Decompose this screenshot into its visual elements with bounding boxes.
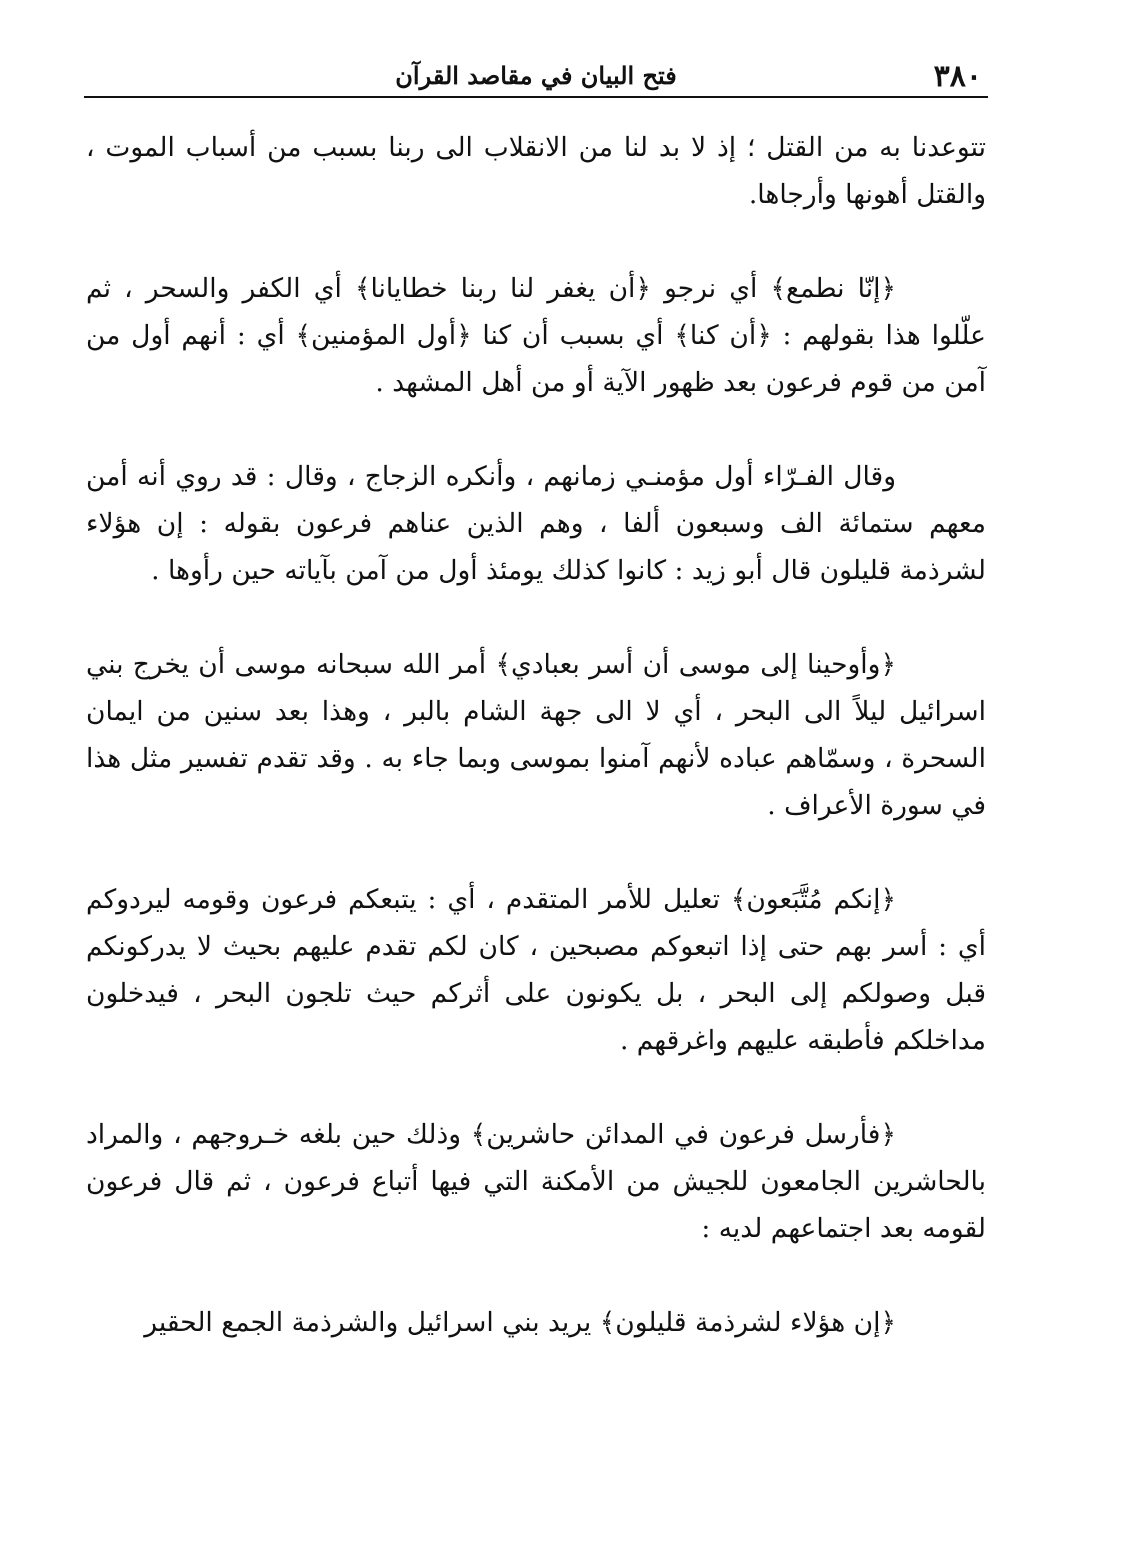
paragraph: وقال الفـرّاء أول مؤمنـي زمانهم ، وأنكره الزجاج ، وقال : قد روي أنه أمن معهم ستمائة الف وسبعون ألفا ، وهم الذين عناهم فرعون بقوله : إن هؤلاء لشرذمة قليلون قال أبو زيد : كانوا كذلك يومئذ أول من آمن بآياته حين رأوها .: [86, 461, 986, 586]
paragraph: ﴿إن هؤلاء لشرذمة قليلون﴾ يريد بني اسرائيل والشرذمة الجمع الحقير: [144, 1307, 896, 1338]
paragraph: تتوعدنا به من القتل ؛ إذ لا بد لنا من الانقلاب الى ربنا بسبب من أسباب الموت ، والقتل أهونها وأرجاها.: [86, 132, 986, 210]
page-number: ٣٨٠: [933, 59, 982, 94]
paragraph: ﴿إنكم مُتَّبَعون﴾ تعليل للأمر المتقدم ، أي : يتبعكم فرعون وقومه ليردوكم أي : أسر بهم حتى إذا اتبعوكم مصبحين ، كان لكم تقدم عليهم بحيث لا يدركونكم قبل وصولكم إلى البحر ، بل يكونون على أثركم حيث تلجون البحر ، فيدخلون مداخلكم فأطبقه عليهم واغرقهم .: [86, 884, 986, 1056]
paragraph: ﴿إنّا نطمع﴾ أي نرجو ﴿أن يغفر لنا ربنا خطايانا﴾ أي الكفر والسحر ، ثم علّلوا هذا بقولهم : ﴿أن كنا﴾ أي بسبب أن كنا ﴿أول المؤمنين﴾ أي : أنهم أول من آمن من قوم فرعون بعد ظهور الآية أو من أهل المشهد .: [86, 273, 986, 398]
paragraph: ﴿فأرسل فرعون في المدائن حاشرين﴾ وذلك حين بلغه خـروجهم ، والمراد بالحاشرين الجامعون للجيش من الأمكنة التي فيها أتباع فرعون ، ثم قال فرعون لقومه بعد اجتماعهم لديه :: [86, 1119, 986, 1244]
paragraph: ﴿وأوحينا إلى موسى أن أسر بعبادي﴾ أمر الله سبحانه موسى أن يخرج بني اسرائيل ليلاً الى البحر ، أي لا الى جهة الشام بالبر ، وهذا بعد سنين من ايمان السحرة ، وسمّاهم عباده لأنهم آمنوا بموسى وبما جاء به . وقد تقدم تفسير مثل هذا في سورة الأعراف .: [86, 649, 986, 821]
page-header: [84, 52, 988, 98]
running-title: فتح البيان في مقاصد القرآن: [395, 61, 677, 90]
page-body: [86, 124, 986, 1346]
